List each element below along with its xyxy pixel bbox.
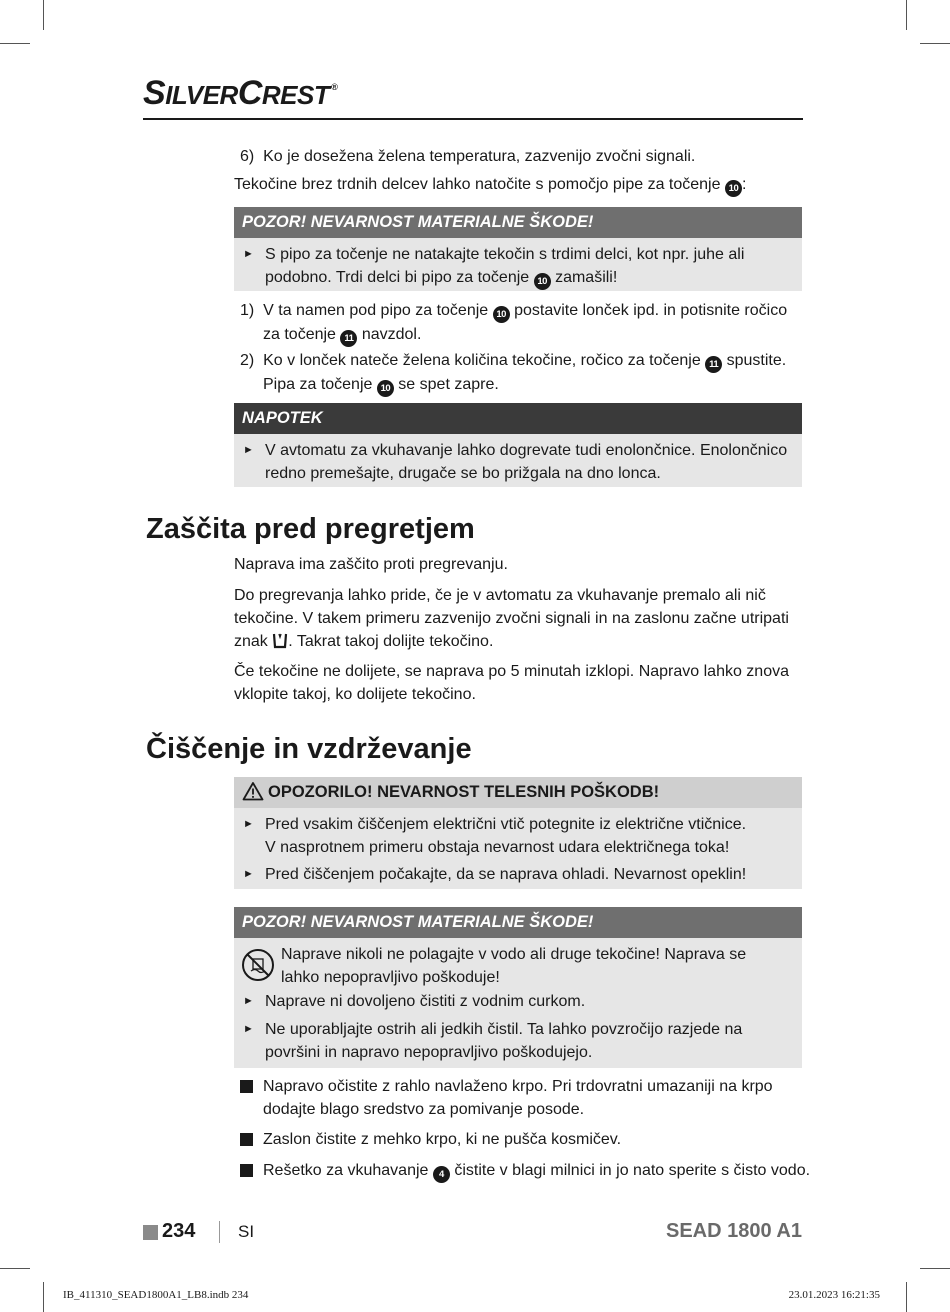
danger-item-1: Pred vsakim čiščenjem električni vtič potegnite iz električne vtičnice. V nasprotnem primeru obstaja nevarnost udara električnega toka!: [265, 816, 747, 856]
crop-mark: [0, 43, 30, 44]
caution2-item-1: Naprave nikoli ne polagajte v vodo ali druge tekočine! Naprava se lahko nepopravljivo poškoduje!: [281, 946, 747, 986]
overheat-p1: Naprava ima zaščito proti pregrevanju.: [234, 556, 508, 573]
section-heading-cleaning: Čiščenje in vzdrževanje: [146, 733, 472, 765]
step-1: 1) V ta namen pod pipo za točenje 10 postavite lonček ipd. in potisnite ročico za točenje 11 navzdol.: [240, 299, 787, 347]
square-bullet-icon: [240, 1133, 253, 1146]
footer-lang: SI: [238, 1222, 255, 1241]
crop-mark: [43, 0, 44, 30]
danger-item-2: Pred čiščenjem počakajte, da se naprava ohladi. Nevarnost opeklin!: [265, 866, 747, 883]
ref-11: 11: [705, 356, 722, 373]
model-name: SEAD 1800 A1: [666, 1220, 802, 1242]
square-bullet-icon: [240, 1164, 253, 1177]
page-number: 234: [162, 1220, 196, 1242]
refill-icon: [272, 632, 288, 649]
arrow-icon: ►: [243, 818, 254, 830]
caution-title: POZOR! NEVARNOST MATERIALNE ŠKODE!: [234, 207, 802, 238]
step-2: 2) Ko v lonček nateče želena količina tekočine, ročico za točenje 11 spustite. Pipa za točenje 10 se spet zapre.: [240, 349, 786, 397]
note-title: NAPOTEK: [234, 403, 802, 434]
note-box: [234, 434, 802, 487]
danger-box: [234, 808, 802, 889]
danger-title: OPOZORILO! NEVARNOST TELESNIH POŠKODB!: [268, 783, 660, 801]
caution-title-2: POZOR! NEVARNOST MATERIALNE ŠKODE!: [234, 907, 802, 938]
bullet-item-3: Rešetko za vkuhavanje 4 čistite v blagi milnici in jo nato sperite s čisto vodo.: [263, 1159, 810, 1183]
ref-10: 10: [534, 273, 551, 290]
no-immerse-icon: [241, 948, 275, 982]
bullet-item-2: Zaslon čistite z mehko krpo, ki ne pušča kosmičev.: [263, 1131, 622, 1148]
caution-text: S pipo za točenje ne natakajte tekočin s trdimi delci, kot npr. juhe ali podobno. Trdi delci bi pipo za točenje 10 zamašili!: [265, 243, 744, 290]
section-heading-overheat: Zaščita pred pregretjem: [146, 513, 475, 545]
ref-10: 10: [493, 306, 510, 323]
overheat-p3: Če tekočine ne dolijete, se naprava po 5 minutah izklopi. Napravo lahko znova vklopite takoj, ko dolijete tekočino.: [234, 663, 789, 703]
page-square-icon: [143, 1225, 158, 1240]
danger-title-bar: [234, 777, 802, 808]
crop-mark: [43, 1282, 44, 1312]
ref-10: 10: [725, 180, 742, 197]
caution2-item-3: Ne uporabljajte ostrih ali jedkih čistil. Ta lahko povzročijo razjede na površini in napravo nepopravljivo poškodujejo.: [265, 1021, 743, 1061]
caution-box-2: [234, 938, 802, 1068]
caution2-item-2: Naprave ni dovoljeno čistiti z vodnim curkom.: [265, 993, 586, 1010]
arrow-icon: ►: [243, 868, 254, 880]
intro-paragraph: Tekočine brez trdnih delcev lahko natočite s pomočjo pipe za točenje 10 :: [234, 173, 746, 197]
arrow-icon: ►: [243, 444, 254, 456]
arrow-icon: ►: [243, 1023, 254, 1035]
ref-11: 11: [340, 330, 357, 347]
arrow-icon: ►: [243, 248, 254, 260]
footer-divider: [219, 1221, 220, 1243]
note-text: V avtomatu za vkuhavanje lahko dogrevate tudi enolončnice. Enolončnico redno premešajte, drugače se bo prižgala na dno lonca.: [265, 442, 788, 482]
bullet-item-1: Napravo očistite z rahlo navlaženo krpo. Pri trdovratni umazaniji na krpo dodajte blago sredstvo za pomivanje posode.: [263, 1078, 773, 1118]
step-6: 6) Ko je dosežena želena temperatura, zazvenijo zvočni signali.: [240, 148, 696, 165]
arrow-icon: ►: [243, 995, 254, 1007]
crop-mark: [920, 43, 950, 44]
overheat-p2: Do pregrevanja lahko pride, če je v avtomatu za vkuhavanje premalo ali nič tekočine. V takem primeru zazvenijo zvočni signali in na zaslonu začne utripati znak . Takrat takoj dolijte tekočino.: [234, 587, 789, 650]
crop-mark: [906, 1282, 907, 1312]
header-rule: [143, 118, 803, 120]
ref-4: 4: [433, 1166, 450, 1183]
file-info: IB_411310_SEAD1800A1_LB8.indb 234: [63, 1289, 249, 1301]
caution-box: [234, 238, 802, 291]
crop-mark: [0, 1268, 30, 1269]
print-timestamp: 23.01.2023 16:21:35: [788, 1289, 880, 1301]
brand-logo: SILVERCREST ®: [143, 74, 338, 112]
ref-10: 10: [377, 380, 394, 397]
warning-triangle-icon: [242, 781, 264, 801]
square-bullet-icon: [240, 1080, 253, 1093]
crop-mark: [906, 0, 907, 30]
crop-mark: [920, 1268, 950, 1269]
